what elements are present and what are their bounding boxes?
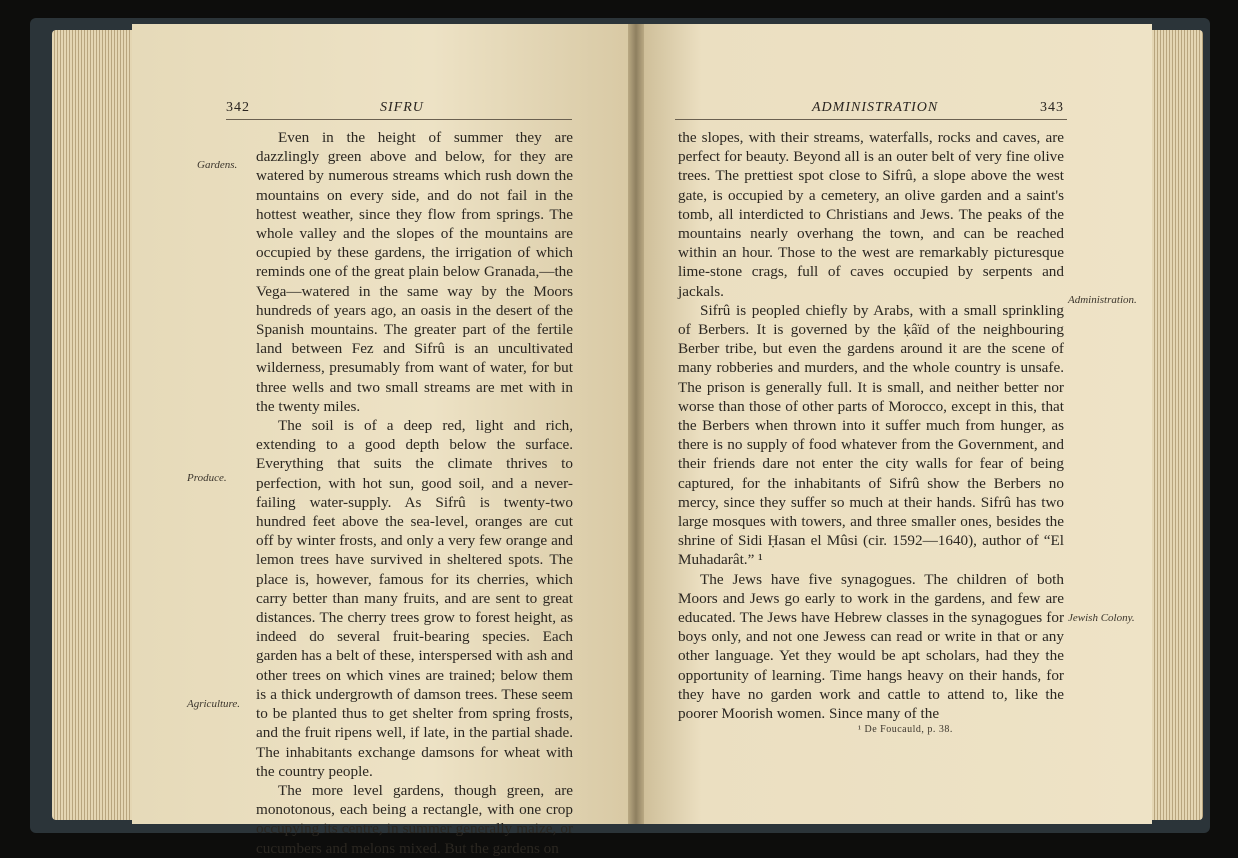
right-body-text [678, 128, 1064, 723]
left-header-rule [226, 119, 572, 120]
paragraph: Sifrû is peopled chiefly by Arabs, with a small sprinkling of Berbers. It is governed by the ḳâïd of the neighbouring Berber tribe, but even the gardens around it are the scene of many robberies and murders, and the whole country is unsafe. The prison is generally full. It is small, and neither better nor worse than those of other parts of Morocco, except in this, that the Berbers when thrown into it suffer much from hunger, as there is no supply of food whatever from the Government, and their friends dare not enter the city walls for fear of being captured, for the inhabitants of Sifrû show the Berbers no mercy, since they suffer so much at their hands. Sifrû has two large mosques with towers, and three smaller ones, besides the shrine of Sidi Ḥasan el Mûsi (cir. 1592—1640), author of “El Muhadarât.” ¹ [678, 301, 1064, 569]
page-edges-left [52, 30, 134, 820]
book-gutter [628, 24, 644, 824]
right-page-number: 343 [1040, 100, 1064, 115]
left-running-head: SIFRU [380, 100, 424, 115]
sidenote-produce: Produce. [187, 472, 227, 484]
paragraph: The Jews have five synagogues. The children of both Moors and Jews go early to work in the gardens, and few are educated. The Jews have Hebrew classes in the synagogues for boys only, and not one Jewess can read or write in that or any other language. Yet they would be apt scholars, had they the opportunity of learning. Time hangs heavy on their hands, for they have no garden work and cattle to attend to, like the poorer Moorish women. Since many of the [678, 570, 1064, 723]
sidenote-agriculture: Agriculture. [187, 698, 241, 710]
sidenote-jewish-colony: Jewish Colony. [1068, 612, 1135, 624]
footnote: ¹ De Foucauld, p. 38. [858, 724, 953, 735]
right-header-rule [675, 119, 1067, 120]
left-body-text [256, 128, 573, 858]
sidenote-gardens: Gardens. [197, 159, 238, 171]
page-edges-right [1148, 30, 1203, 820]
sidenote-administration: Administration. [1068, 294, 1137, 306]
right-running-head: ADMINISTRATION [812, 100, 939, 115]
paragraph: Even in the height of summer they are dazzlingly green above and below, for they are watered by numerous streams which rush down the mountains on every side, and do not fail in the hottest weather, since they flow from springs. The whole valley and the slopes of the mountains are occupied by these gardens, the irrigation of which reminds one of the great plain below Granada,—the Vega—watered in the same way by the Moors hundreds of years ago, an oasis in the desert of the Spanish mountains. The greater part of the fertile land between Fez and Sifrû is an uncultivated wilderness, presumably from want of water, for but three wells and two small streams are met with in the twenty miles. [256, 129, 573, 415]
left-page-number: 342 [226, 100, 250, 115]
paragraph: The soil is of a deep red, light and rich, extending to a good depth below the surface. Everything that suits the climate thrives to perfection, with hot sun, good soil, and a never-failing water-supply. As Sifrû is twenty-two hundred feet above the sea-level, oranges are cut off by winter frosts, and only a very few orange and lemon trees have survived in sheltered spots. The place is, however, famous for its cherries, which carry better than many fruits, and are sent to great distances. The cherry trees grow to forest height, as indeed do several fruit-bearing species. Each garden has a belt of these, interspersed with ash and other trees on which vines are trained; below them is a thick undergrowth of damson trees. These seem to be planted thus to get shelter from spring frosts, and the fruit ripens well, if late, in the partial shade. The inhabitants exchange damsons for wheat with the country people. [256, 417, 573, 780]
paragraph: the slopes, with their streams, waterfalls, rocks and caves, are perfect for beauty. Beyond all is an outer belt of very fine olive trees. The prettiest spot close to Sifrû, a slope above the west gate, is occupied by a cemetery, an olive garden and a saint's tomb, all interdicted to Christians and Jews. The peaks of the mountains nearly overhang the town, and can be reached within an hour. Those to the west are remarkably picturesque lime-stone crags, full of caves occupied by serpents and jackals. [678, 129, 1064, 300]
paragraph: The more level gardens, though green, are monotonous, each being a rectangle, with one crop occupying its centre, in summer generally maize, or cucumbers and melons mixed. But the gardens on [256, 781, 573, 857]
